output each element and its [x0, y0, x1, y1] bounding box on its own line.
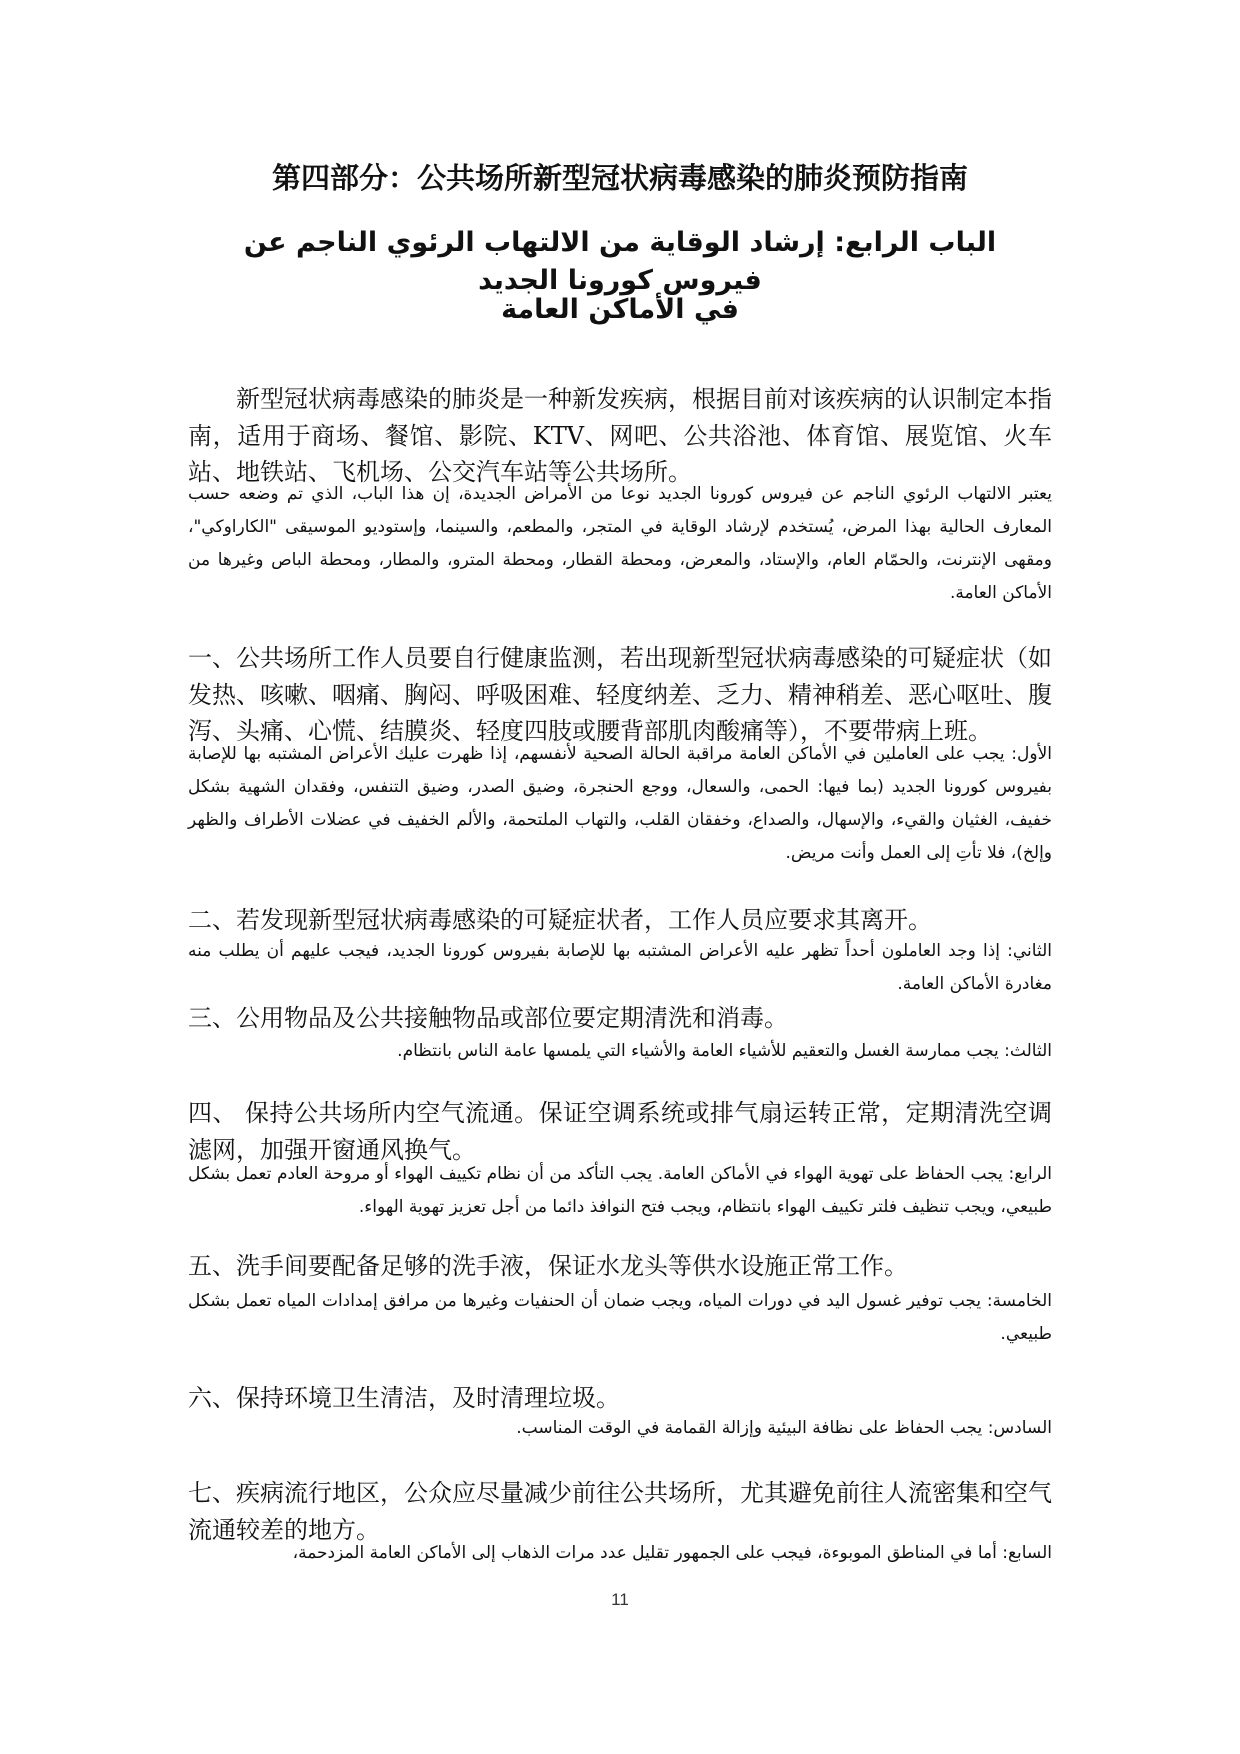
- item-6-arabic: السادس: يجب الحفاظ على نظافة البيئية وإزالة القمامة في الوقت المناسب.: [516, 1418, 1052, 1438]
- item-1-chinese: 一、公共场所工作人员要自行健康监测，若出现新型冠状病毒感染的可疑症状（如发热、咳嗽、咽痛、胸闷、呼吸困难、轻度纳差、乏力、精神稍差、恶心呕吐、腹泻、头痛、心慌、结膜炎、轻度四肢或腰背部肌肉酸痛等），不要带病上班。: [188, 644, 1052, 745]
- item-2-chinese: 二、若发现新型冠状病毒感染的可疑症状者，工作人员应要求其离开。: [188, 906, 932, 934]
- item-5-arabic: الخامسة: يجب توفير غسول اليد في دورات المياه، ويجب ضمان أن الحنفيات وغيرها من مرافق إمدادات المياه تعمل بشكل طبيعي.: [188, 1291, 1052, 1344]
- item-3-chinese: 三、公用物品及公共接触物品或部位要定期清洗和消毒。: [188, 1004, 788, 1032]
- item-3-arabic: الثالث: يجب ممارسة الغسل والتعقيم للأشياء العامة والأشياء التي يلمسها عامة الناس بانتظام.: [397, 1041, 1052, 1061]
- item-1-arabic: الأول: يجب على العاملين في الأماكن العامة مراقبة الحالة الصحية لأنفسهم، إذا ظهرت عليك الأعراض المشتبه بها للإصابة بفيروس كورونا الجديد (بما فيها: الحمى، والسعال، ووجع الحنجرة، وضيق الصدر، وضيق التنفس، وفقدان الشهية بشكل خفيف، الغثيان والقيء، والإسهال، والصداع، وخفقان القلب، والتهاب الملتحمة، والألم الخفيف في عضلات الأطراف والظهر وإلخ)، فلا تأتِ إلى العمل وأنت مريض.: [188, 744, 1052, 863]
- intro-arabic: يعتبر الالتهاب الرئوي الناجم عن فيروس كورونا الجديد نوعا من الأمراض الجديدة، إن هذا الباب، الذي تم وضعه حسب المعارف الحالية بهذا المرض، يُستخدم لإرشاد الوقاية في المتجر، والمطعم، والسينما، وإستوديو الموسيقى "الكاراوكي"، ومقهى الإنترنت، والحمّام العام، والإستاد، والمعرض، ومحطة القطار، ومحطة المترو، والمطار، ومحطة الباص وغيرها من الأماكن العامة.: [188, 484, 1052, 603]
- item-6-chinese: 六、保持环境卫生清洁，及时清理垃圾。: [188, 1384, 620, 1412]
- item-4-arabic: الرابع: يجب الحفاظ على تهوية الهواء في الأماكن العامة. يجب التأكد من أن نظام تكييف الهواء أو مروحة العادم تعمل بشكل طبيعي، ويجب تنظيف فلتر تكييف الهواء بانتظام، ويجب فتح النوافذ دائما من أجل تعزيز تهوية الهواء.: [188, 1164, 1052, 1217]
- chinese-title: 第四部分：公共场所新型冠状病毒感染的肺炎预防指南: [271, 161, 968, 195]
- item-7-arabic: السابع: أما في المناطق الموبوءة، فيجب على الجمهور تقليل عدد مرات الذهاب إلى الأماكن العامة المزدحمة،: [292, 1543, 1052, 1563]
- item-4-chinese: 四、 保持公共场所内空气流通。保证空调系统或排气扇运转正常，定期清洗空调滤网，加强开窗通风换气。: [188, 1099, 1052, 1164]
- intro-chinese: 新型冠状病毒感染的肺炎是一种新发疾病，根据目前对该疾病的认识制定本指南，适用于商场、餐馆、影院、KTV、网吧、公共浴池、体育馆、展览馆、火车站、地铁站、飞机场、公交汽车站等公共场所。: [188, 385, 1052, 486]
- arabic-title-line-2: في الأماكن العامة: [501, 294, 739, 325]
- item-7-chinese: 七、疾病流行地区，公众应尽量减少前往公共场所，尤其避免前往人流密集和空气流通较差的地方。: [188, 1479, 1052, 1544]
- item-2-arabic: الثاني: إذا وجد العاملون أحداً تظهر عليه الأعراض المشتبه بها للإصابة بفيروس كورونا الجديد، فيجب عليهم أن يطلب منه مغادرة الأماكن العامة.: [188, 941, 1052, 994]
- arabic-title-line-1: الباب الرابع: إرشاد الوقاية من الالتهاب الرئوي الناجم عن فيروس كورونا الجديد: [243, 227, 997, 296]
- item-5-chinese: 五、洗手间要配备足够的洗手液，保证水龙头等供水设施正常工作。: [188, 1252, 908, 1280]
- page-number: 11: [611, 1590, 629, 1609]
